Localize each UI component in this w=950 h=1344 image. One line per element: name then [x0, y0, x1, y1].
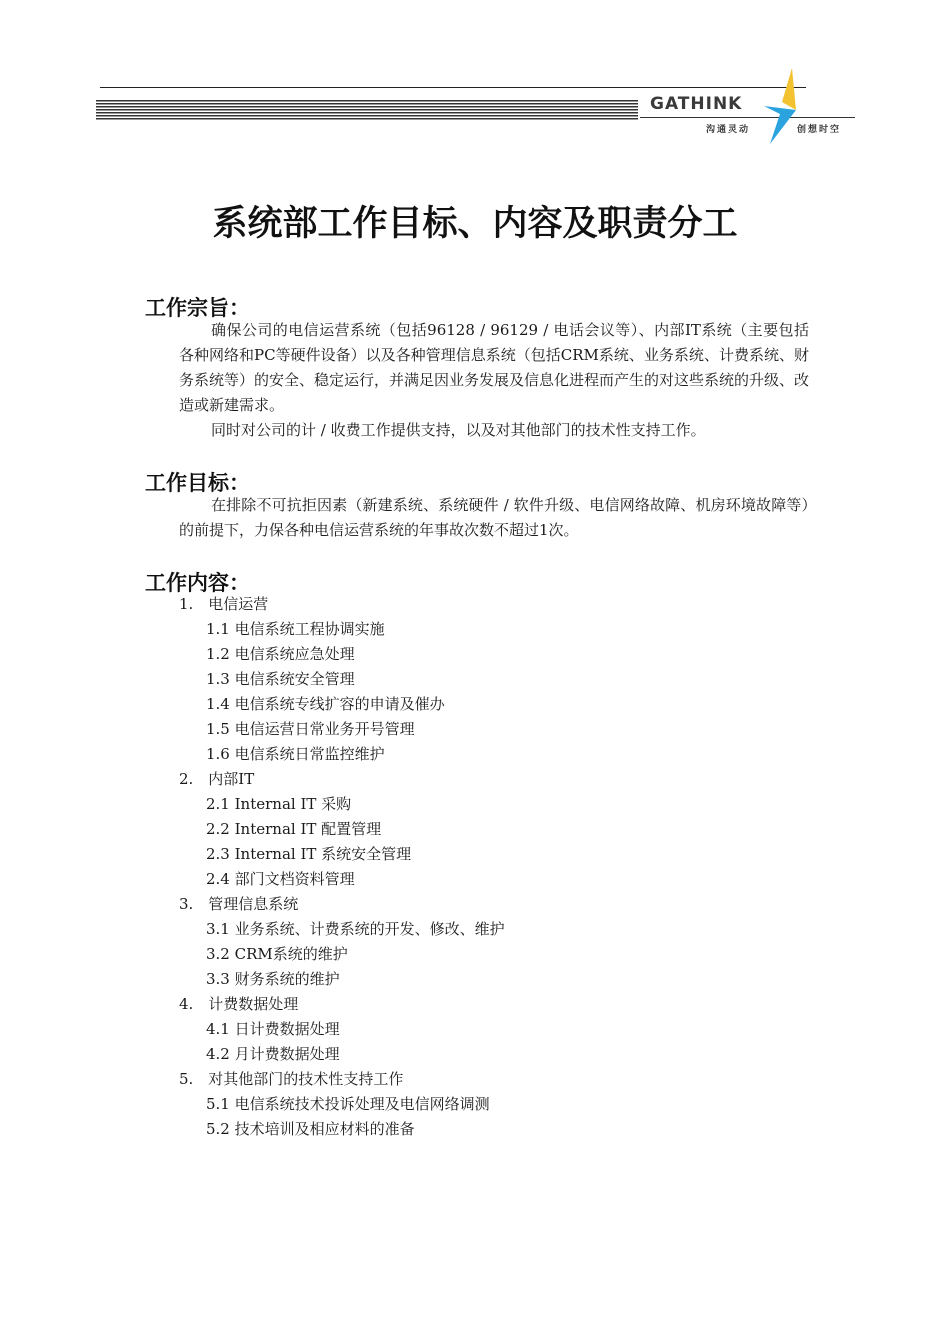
document-title: 系统部工作目标、内容及职责分工	[212, 204, 738, 244]
list-item: 3.3 财务系统的维护	[206, 970, 340, 988]
list-item: 1.4 电信系统专线扩容的申请及催办	[206, 695, 445, 713]
section-label: 2. 内部IT	[179, 770, 255, 788]
company-logo-text: GATHINK	[650, 94, 743, 114]
header-top-rule	[100, 87, 806, 88]
list-item: 4.1 日计费数据处理	[206, 1020, 340, 1038]
section-label: 1. 电信运营	[179, 595, 269, 613]
list-item: 3.1 业务系统、计费系统的开发、修改、维护	[206, 920, 505, 938]
list-item: 2.3 Internal IT 系统安全管理	[206, 845, 412, 863]
list-item: 2.4 部门文档资料管理	[206, 870, 355, 888]
list-item: 5.2 技术培训及相应材料的准备	[206, 1120, 415, 1138]
list-item: 2.2 Internal IT 配置管理	[206, 820, 382, 838]
goal-paragraph: 在排除不可抗拒因素（新建系统、系统硬件 / 软件升级、电信网络故障、机房环境故障等）的前提下，力保各种电信运营系统的年事故次数不超过1次。	[179, 496, 809, 539]
list-item: 1.5 电信运营日常业务开号管理	[206, 720, 415, 738]
purpose-heading: 工作宗旨：	[145, 296, 250, 320]
logo-slogan-right: 创想时空	[797, 125, 842, 135]
content-heading: 工作内容：	[145, 571, 250, 595]
list-item: 2.1 Internal IT 采购	[206, 795, 352, 813]
purpose-paragraph-2: 同时对公司的计 / 收费工作提供支持，以及对其他部门的技术性支持工作。	[211, 421, 706, 439]
list-item: 1.6 电信系统日常监控维护	[206, 745, 385, 763]
section-label: 5. 对其他部门的技术性支持工作	[179, 1070, 404, 1088]
goal-heading: 工作目标：	[145, 471, 250, 495]
list-item: 5.1 电信系统技术投诉处理及电信网络调测	[206, 1095, 490, 1113]
logo-slogan-left: 沟通灵动	[706, 125, 751, 135]
section-label: 4. 计费数据处理	[179, 995, 299, 1013]
section-label: 3. 管理信息系统	[179, 895, 299, 913]
list-item: 1.3 电信系统安全管理	[206, 670, 355, 688]
company-logo-icon	[760, 66, 800, 146]
list-item: 3.2 CRM系统的维护	[206, 945, 348, 963]
list-item: 4.2 月计费数据处理	[206, 1045, 340, 1063]
header-stripes	[96, 100, 638, 120]
header-logo-rule	[640, 117, 855, 118]
list-item: 1.1 电信系统工程协调实施	[206, 620, 385, 638]
list-item: 1.2 电信系统应急处理	[206, 645, 355, 663]
purpose-paragraph-1: 确保公司的电信运营系统（包括96128 / 96129 / 电话会议等）、内部IT系统（主要包括各种网络和PC等硬件设备）以及各种管理信息系统（包括CRM系统、业务系统、计费系统、财务系统等）的安全、稳定运行，并满足因业务发展及信息化进程而产生的对这些系统的升级、改造或新建需求。	[179, 321, 810, 414]
